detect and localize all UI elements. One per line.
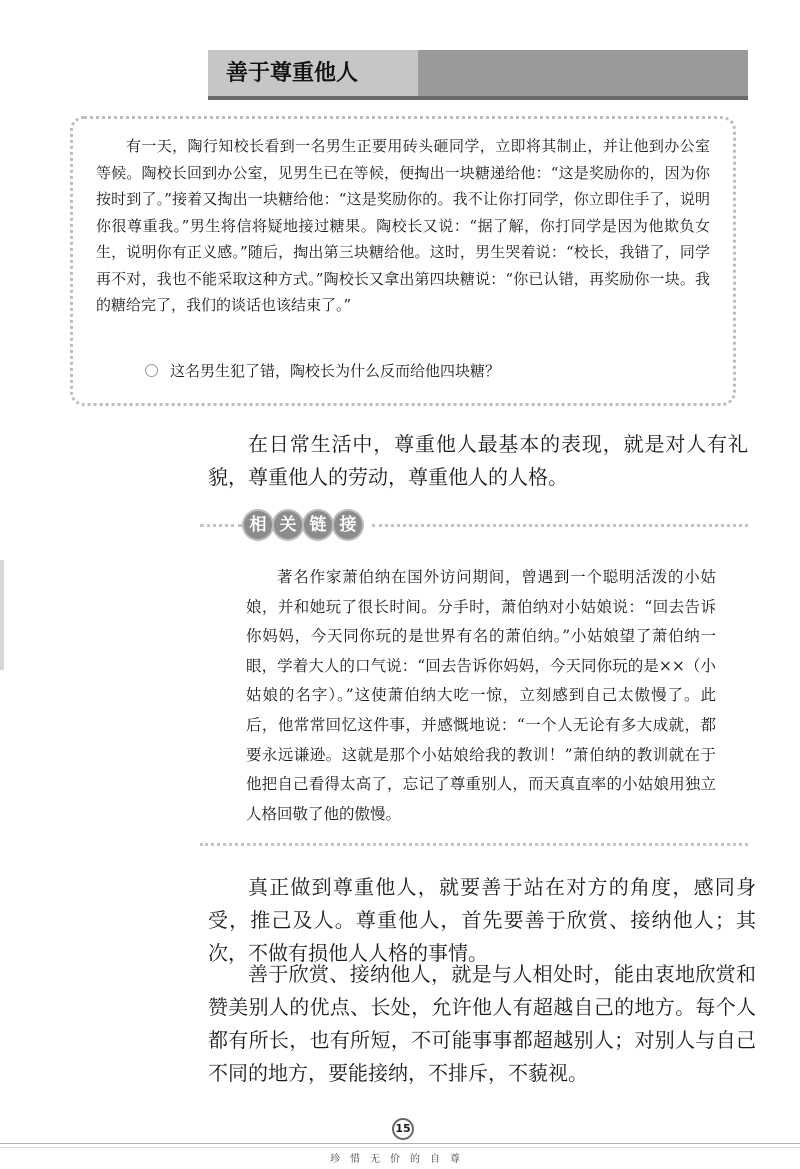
badge-char: 接 bbox=[334, 511, 362, 539]
intro-paragraph: 在日常生活中，尊重他人最基本的表现，就是对人有礼貌，尊重他人的劳动，尊重他人的人格。 bbox=[208, 432, 748, 489]
page-edge-shadow bbox=[0, 560, 4, 670]
story-text: 有一天，陶行知校长看到一名男生正要用砖头砸同学，立即将其制止，并让他到办公室等候。陶校长回到办公室，见男生已在等候，便掏出一块糖递给他：“这是奖励你的，因为你按时到了。”接着又掏出一块糖给他：“这是奖励你的。我不让你打同学，你立即住手了，说明你很尊重我。”男生将信将疑地接过糖果。陶校长又说：“据了解，你打同学是因为他欺负女生，说明你有正义感。”随后，掏出第三块糖给他。这时，男生哭着说：“校长，我错了，同学再不对，我也不能采取这种方式。”陶校长又拿出第四块糖说：“你已认错，再奖励你一块。我的糖给完了，我们的谈话也该结束了。” bbox=[96, 137, 710, 314]
related-link-badge bbox=[244, 511, 362, 541]
footer-rule bbox=[0, 1143, 800, 1144]
badge-char: 关 bbox=[274, 511, 302, 539]
badge-char: 相 bbox=[244, 511, 272, 539]
related-link-text: 著名作家萧伯纳在国外访问期间，曾遇到一个聪明活泼的小姑娘，并和她玩了很长时间。分手时，萧伯纳对小姑娘说：“回去告诉你妈妈，今天同你玩的是世界有名的萧伯纳。”小姑娘望了萧伯纳一眼，学着大人的口气说：“回去告诉你妈妈，今天同你玩的是××（小姑娘的名字）。”这使萧伯纳大吃一惊，立刻感到自己太傲慢了。此后，他常常回忆这件事，并感慨地说：“一个人无论有多大成就，都要永远谦逊。这就是那个小姑娘给我的教训！”萧伯纳的教训就在于他把自己看得太高了，忘记了尊重别人，而天真直率的小姑娘用独立人格回敬了他的傲慢。 bbox=[246, 568, 716, 823]
body-paragraph: 善于欣赏、接纳他人，就是与人相处时，能由衷地欣赏和赞美别人的优点、长处，允许他人有超越自己的地方。每个人都有所长，也有所短，不可能事事都超越别人；对别人与自己不同的地方，要能接纳，不排斥，不藐视。 bbox=[208, 962, 756, 1085]
bullet-circle-icon bbox=[145, 364, 158, 377]
dotted-divider bbox=[200, 843, 748, 846]
section-title: 善于尊重他人 bbox=[226, 61, 359, 86]
body-paragraph: 真正做到尊重他人，就要善于站在对方的角度，感同身受，推己及人。尊重他人，首先要善于欣赏、接纳他人；其次，不做有损他人人格的事情。 bbox=[208, 875, 756, 965]
footer-caption: 珍惜无价的自尊 bbox=[330, 1154, 470, 1165]
dotted-divider bbox=[372, 524, 748, 527]
page-number: 15 bbox=[392, 1118, 414, 1140]
badge-char: 链 bbox=[304, 511, 332, 539]
question-row bbox=[145, 358, 705, 384]
footer-rule bbox=[0, 1147, 800, 1148]
dotted-divider bbox=[200, 524, 242, 527]
story-question: 这名男生犯了错，陶校长为什么反而给他四块糖？ bbox=[170, 362, 501, 380]
